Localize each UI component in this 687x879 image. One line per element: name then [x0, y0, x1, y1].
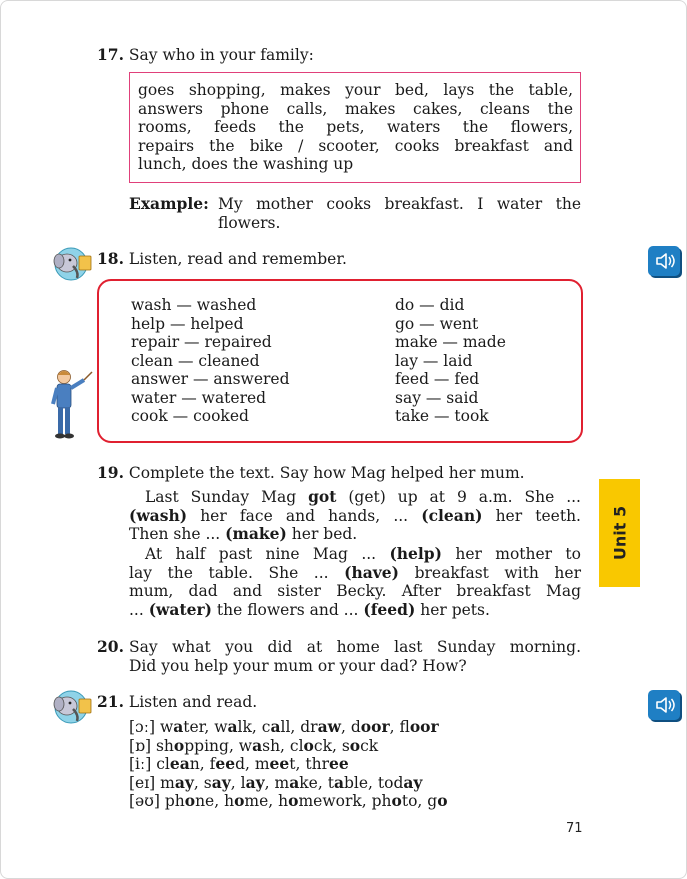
text-line: (wash) her face and hands, ... (clean) her teeth. [129, 505, 581, 525]
text-line: Last Sunday Mag got (get) up at 9 a.m. She ... [145, 487, 581, 506]
cd-elephant-icon [49, 689, 97, 725]
phonics-row [129, 737, 378, 756]
exercise-18-heading [97, 250, 347, 269]
phonics-words: phone, home, homework, photo, go [164, 791, 448, 810]
speaker-icon [648, 690, 680, 720]
speaker-icon [648, 246, 680, 276]
text-line: Did you help your mum or your dad? How? [129, 656, 467, 675]
page-number: 71 [566, 821, 583, 836]
exercise-instruction: Complete the text. Say how Mag helped her mum. [128, 464, 525, 482]
phoneme-symbol: [ɔː] [129, 718, 160, 736]
verb-pair: cook — cooked [131, 407, 249, 425]
text-line: ... (water) the flowers and ... (feed) her pets. [129, 599, 490, 619]
exercise-instruction: Say who in your family: [128, 46, 314, 64]
verb-pair: water — watered [131, 388, 267, 407]
phrase-line: repairs the bike / scooter, cooks breakfast and [138, 136, 573, 155]
verb-pair: do — did [395, 296, 465, 314]
phrase-line: lunch, does the washing up [138, 155, 354, 173]
exercise-instruction: Listen and read. [128, 693, 258, 711]
text-line: lay the table. She ... (have) breakfast with her [129, 562, 581, 582]
exercise-number: 21. [97, 692, 124, 711]
phoneme-symbol: [iː] [129, 755, 157, 773]
phoneme-symbol: [ɒ] [129, 736, 156, 755]
exercise-number: 18. [97, 249, 124, 268]
verb-pair: go — went [395, 314, 479, 333]
teacher-illustration [48, 368, 94, 440]
phoneme-symbol: [əʊ] [129, 792, 165, 810]
verb-pair: say — said [395, 388, 479, 407]
verb-pair: feed — fed [395, 370, 480, 388]
verb-pair: make — made [395, 333, 506, 351]
phonics-row [129, 755, 349, 774]
verb-pair: repair — repaired [131, 333, 272, 351]
text-line: At half past nine Mag ... (help) her mother to [145, 544, 581, 563]
text-line: Then she ... (make) her bed. [129, 524, 358, 543]
exercise-17-heading [97, 46, 314, 65]
phrase-line: goes shopping, makes your bed, lays the table, [138, 81, 573, 99]
phrase-line: answers phone calls, makes cakes, cleans the [138, 99, 573, 118]
verb-pair: help — helped [131, 314, 244, 333]
exercise-number: 20. [97, 637, 124, 656]
verb-pair: lay — laid [395, 351, 473, 370]
phonics-words: may, say, lay, make, table, today [160, 772, 423, 792]
phonics-row [129, 792, 448, 811]
example-text: flowers. [218, 213, 281, 232]
text-line: Say what you did at home last Sunday morning. [129, 638, 581, 656]
exercise-20-heading [97, 638, 124, 657]
phonics-words: water, walk, call, draw, door, floor [159, 717, 439, 736]
audio-button-21[interactable] [648, 690, 680, 720]
exercise-19-heading [97, 464, 525, 483]
exercise-instruction: Listen, read and remember. [128, 250, 347, 268]
verb-pair: answer — answered [131, 370, 290, 388]
phoneme-symbol: [eɪ] [129, 773, 161, 792]
verb-pair: clean — cleaned [131, 351, 260, 370]
phrase-line: rooms, feeds the pets, waters the flowers, [138, 118, 573, 136]
example-text: My mother cooks breakfast. I water the [218, 195, 581, 213]
example-label: Example: [129, 194, 209, 213]
verb-pair: wash — washed [131, 296, 257, 314]
exercise-number: 19. [97, 463, 124, 482]
unit-tab: Unit 5 [599, 479, 640, 587]
exercise-number: 17. [97, 45, 124, 64]
cd-elephant-icon [49, 246, 97, 282]
verb-pair: take — took [395, 407, 489, 425]
phonics-row [129, 774, 422, 793]
phonics-row [129, 718, 439, 737]
phonics-words: clean, feed, meet, three [156, 754, 349, 773]
audio-button-18[interactable] [648, 246, 680, 276]
phonics-words: shopping, wash, clock, sock [155, 735, 379, 755]
exercise-21-heading [97, 693, 257, 712]
text-line: mum, dad and sister Becky. After breakfast Mag [129, 582, 581, 600]
